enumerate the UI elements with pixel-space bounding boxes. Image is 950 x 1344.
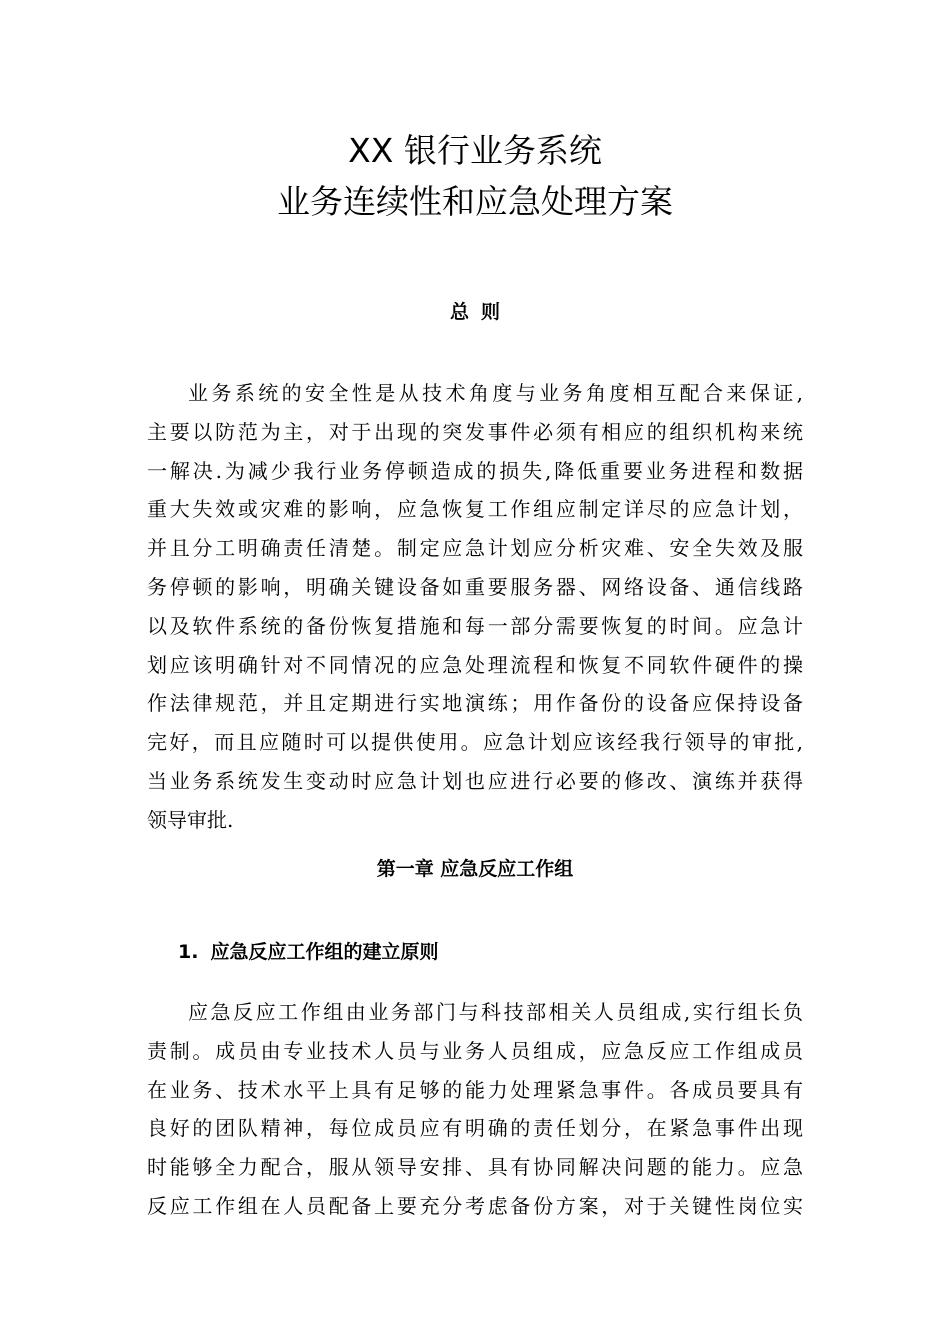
- document-title-line1: XX 银行业务系统: [348, 131, 602, 170]
- paragraph-line: 当业务系统发生变动时应急计划也应进行必要的修改、演练并获得: [147, 768, 803, 793]
- paragraph-line: 完好，而且应随时可以提供使用。应急计划应该经我行领导的审批,: [147, 730, 803, 755]
- paragraph-line: 良好的团队精神，每位成员应有明确的责任划分，在紧急事件出现: [147, 1116, 803, 1141]
- section-heading: [178, 939, 438, 965]
- paragraph-line: 并且分工明确责任清楚。制定应急计划应分析灾难、安全失效及服: [147, 536, 803, 561]
- section-paragraph: [147, 993, 803, 1226]
- general-paragraph: [147, 374, 803, 840]
- paragraph-line: 在业务、技术水平上具有足够的能力处理紧急事件。各成员要具有: [147, 1077, 803, 1102]
- paragraph-line: 主要以防范为主，对于出现的突发事件必须有相应的组织机构来统: [147, 419, 803, 444]
- paragraph-line: 时能够全力配合，服从领导安排、具有协同解决问题的能力。应急: [147, 1155, 803, 1180]
- paragraph-line: 反应工作组在人员配备上要充分考虑备份方案，对于关键性岗位实: [147, 1193, 803, 1218]
- section-heading-general: 总则: [449, 301, 512, 323]
- document-title-line2: 业务连续性和应急处理方案: [277, 182, 673, 221]
- paragraph-line: 应急反应工作组由业务部门与科技部相关人员组成,实行组长负: [188, 1000, 803, 1024]
- paragraph-line: 以及软件系统的备份恢复措施和每一部分需要恢复的时间。应急计: [147, 613, 803, 638]
- chapter-heading: 第一章 应急反应工作组: [376, 858, 574, 880]
- paragraph-line: 划应该明确针对不同情况的应急处理流程和恢复不同软件硬件的操: [147, 652, 803, 677]
- paragraph-line: 一解决.为减少我行业务停顿造成的损失,降低重要业务进程和数据: [147, 458, 803, 483]
- paragraph-line: 领导审批.: [147, 807, 234, 832]
- paragraph-line: 重大失效或灾难的影响，应急恢复工作组应制定详尽的应急计划，: [147, 497, 803, 522]
- paragraph-line: 务停顿的影响，明确关键设备如重要服务器、网络设备、通信线路: [147, 574, 803, 599]
- paragraph-line: 业务系统的安全性是从技术角度与业务角度相互配合来保证,: [188, 381, 803, 405]
- paragraph-line: 作法律规范，并且定期进行实地演练；用作备份的设备应保持设备: [147, 691, 803, 716]
- section-number: 1.: [178, 941, 199, 963]
- section-title: 应急反应工作组的建立原则: [210, 941, 439, 963]
- paragraph-line: 责制。成员由专业技术人员与业务人员组成，应急反应工作组成员: [147, 1038, 803, 1063]
